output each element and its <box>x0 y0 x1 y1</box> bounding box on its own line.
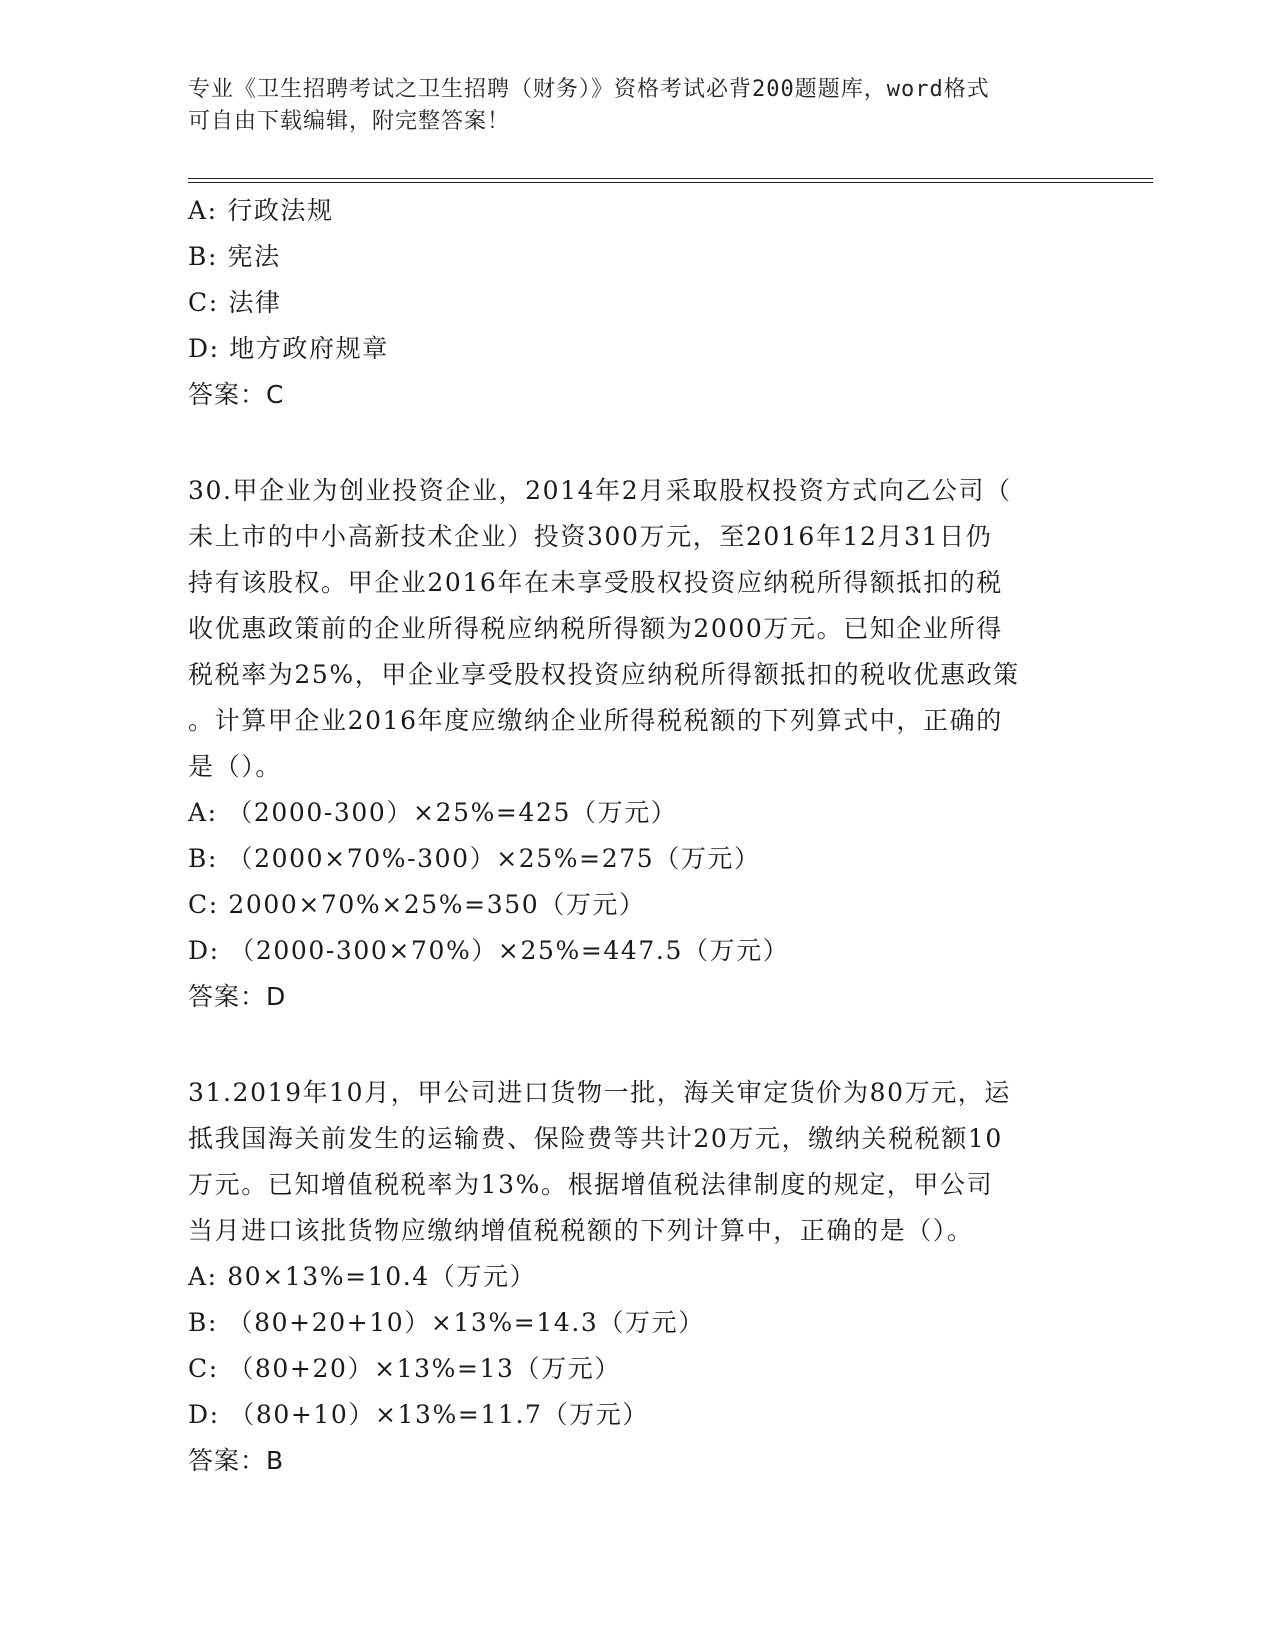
header-line: 专业《卫生招聘考试之卫生招聘（财务）》资格考试必背200题题库，word格式 <box>188 77 990 102</box>
option-key: D: <box>188 936 220 965</box>
question-block-continued <box>188 188 1088 418</box>
question-text-line: 30.甲企业为创业投资企业，2014年2月采取股权投资方式向乙公司（ <box>188 476 1012 505</box>
question-text-line: 抵我国海关前发生的运输费、保险费等共计20万元，缴纳关税税额10 <box>188 1124 1003 1153</box>
question-text-line: 持有该股权。甲企业2016年在未享受股权投资应纳税所得额抵扣的税 <box>188 568 1003 597</box>
option-b <box>188 1300 1088 1346</box>
option-text: （80+10）×13%=11.7（万元） <box>229 1400 649 1429</box>
option-text: （80+20）×13%=13（万元） <box>228 1354 621 1383</box>
spacer <box>188 1020 1088 1070</box>
option-key: C: <box>188 1354 219 1383</box>
option-c <box>188 280 1088 326</box>
option-text: （2000×70%-300）×25%=275（万元） <box>227 844 761 873</box>
option-key: D: <box>188 334 220 363</box>
option-text: 80×13%=10.4（万元） <box>227 1262 537 1291</box>
option-key: C: <box>188 890 219 919</box>
option-key: D: <box>188 1400 220 1429</box>
option-key: B: <box>188 1308 218 1337</box>
option-text: （2000-300×70%）×25%=447.5（万元） <box>229 936 790 965</box>
option-a <box>188 1254 1088 1300</box>
answer-line: 答案：B <box>188 1446 285 1475</box>
option-d <box>188 326 1088 372</box>
header-divider <box>188 182 1153 183</box>
option-text: 宪法 <box>227 242 281 271</box>
option-d <box>188 1392 1088 1438</box>
option-c <box>188 882 1088 928</box>
question-31 <box>188 1070 1088 1484</box>
option-text: 地方政府规章 <box>229 334 389 363</box>
question-text-line: 31.2019年10月，甲公司进口货物一批，海关审定货价为80万元，运 <box>188 1078 1012 1107</box>
document-body <box>188 188 1088 1484</box>
header-divider <box>188 178 1153 179</box>
option-key: B: <box>188 242 218 271</box>
option-c <box>188 1346 1088 1392</box>
option-text: （80+20+10）×13%=14.3（万元） <box>227 1308 705 1337</box>
option-key: A: <box>188 1262 218 1291</box>
option-key: B: <box>188 844 218 873</box>
question-text-line: 。计算甲企业2016年度应缴纳企业所得税税额的下列算式中，正确的 <box>188 706 1003 735</box>
question-text-line: 万元。已知增值税税率为13%。根据增值税法律制度的规定，甲公司 <box>188 1170 994 1199</box>
question-text-line: 未上市的中小高新技术企业）投资300万元，至2016年12月31日仍 <box>188 522 993 551</box>
option-text: （2000-300）×25%=425（万元） <box>227 798 678 827</box>
document-header <box>188 74 1068 138</box>
question-text-line: 是（）。 <box>188 752 282 781</box>
option-text: 行政法规 <box>227 196 334 225</box>
answer-line: 答案：D <box>188 982 287 1011</box>
question-30 <box>188 468 1088 1020</box>
header-line: 可自由下载编辑，附完整答案！ <box>188 109 511 134</box>
option-key: A: <box>188 798 218 827</box>
option-text: 2000×70%×25%=350（万元） <box>228 890 646 919</box>
option-d <box>188 928 1088 974</box>
question-text-line: 收优惠政策前的企业所得税应纳税所得额为2000万元。已知企业所得 <box>188 614 1003 643</box>
option-key: A: <box>188 196 218 225</box>
spacer <box>188 418 1088 468</box>
option-key: C: <box>188 288 219 317</box>
option-a <box>188 188 1088 234</box>
option-text: 法律 <box>228 288 282 317</box>
option-b <box>188 836 1088 882</box>
question-text-line: 税税率为25%，甲企业享受股权投资应纳税所得额抵扣的税收优惠政策 <box>188 660 1020 689</box>
option-b <box>188 234 1088 280</box>
question-text-line: 当月进口该批货物应缴纳增值税税额的下列计算中，正确的是（）。 <box>188 1216 974 1245</box>
answer-line: 答案：C <box>188 380 285 409</box>
option-a <box>188 790 1088 836</box>
